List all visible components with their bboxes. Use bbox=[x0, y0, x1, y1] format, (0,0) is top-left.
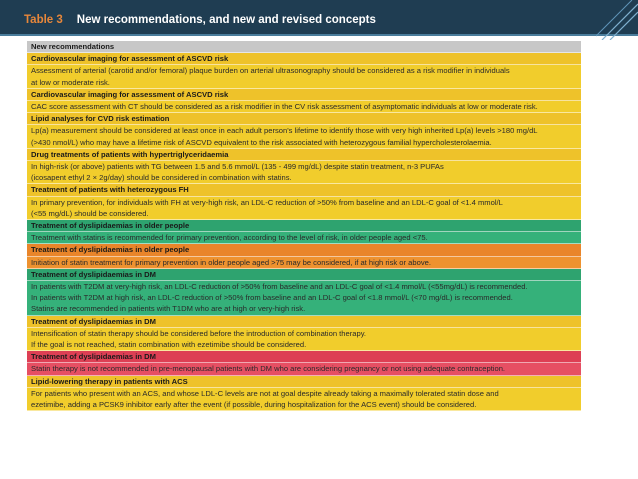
section-header-text: Treatment of dyslipidaemias in DM bbox=[31, 352, 156, 362]
table-row bbox=[27, 232, 581, 244]
row-text: Initiation of statin treatment for primary prevention in older people aged >75 may be considered, if at high risk or above. bbox=[31, 257, 431, 267]
table-section-header bbox=[27, 376, 581, 388]
section-header-text: Lipid-lowering therapy in patients with ACS bbox=[31, 376, 188, 386]
table-row bbox=[27, 101, 581, 113]
section-header-text: Treatment of dyslipidaemias in older people bbox=[31, 221, 190, 231]
row-text: Intensification of statin therapy should be considered before the introduction of combination therapy. bbox=[31, 328, 367, 338]
table-row bbox=[27, 125, 581, 148]
row-text: (>430 nmol/L) who may have a lifetime risk of ASCVD equivalent to the risk associated with heterozygous familial hypercholesterolaemia. bbox=[31, 137, 492, 147]
section-header-text: Treatment of dyslipidaemias in DM bbox=[31, 316, 156, 326]
row-text: Statin therapy is not recommended in pre-menopausal patients with DM who are considering pregnancy or not using adequate contraception. bbox=[31, 364, 506, 374]
section-header-text: Drug treatments of patients with hypertriglyceridaemia bbox=[31, 149, 229, 159]
section-header-text: Treatment of dyslipidaemias in DM bbox=[31, 269, 156, 279]
section-header-text: New recommendations bbox=[31, 42, 115, 51]
row-text: Assessment of arterial (carotid and/or femoral) plaque burden on arterial ultrasonography should be considered as a risk modifier in individuals bbox=[31, 66, 510, 76]
row-text: (<55 mg/dL) should be considered. bbox=[31, 208, 149, 218]
section-header-text: Treatment of dyslipidaemias in older people bbox=[31, 245, 190, 255]
row-text: at low or moderate risk. bbox=[31, 77, 110, 87]
table-row bbox=[27, 328, 581, 351]
table-section-header bbox=[27, 113, 581, 125]
table-row bbox=[27, 161, 581, 184]
table-section-header bbox=[27, 316, 581, 328]
row-text: CAC score assessment with CT should be considered as a risk modifier in the CV risk assessment of asymptomatic individuals at low or moderate risk. bbox=[31, 102, 538, 112]
header-accent-line bbox=[0, 34, 638, 36]
table-label: Table 3 bbox=[24, 14, 63, 26]
row-text: (icosapent ethyl 2 × 2g/day) should be considered in combination with statins. bbox=[31, 173, 292, 183]
table-section-header bbox=[27, 53, 581, 65]
table-row bbox=[27, 363, 581, 375]
row-text: In patients with T2DM at very-high risk, an LDL-C reduction of >50% from baseline and an LDL-C goal of <1.4 mmol/L (<55mg/dL) is recommended. bbox=[31, 282, 528, 292]
row-text: If the goal is not reached, statin combination with ezetimibe should be considered. bbox=[31, 340, 307, 350]
table-row bbox=[27, 65, 581, 88]
section-header-text: Cardiovascular imaging for assessment of ASCVD risk bbox=[31, 89, 229, 99]
recommendations-table bbox=[27, 41, 581, 411]
row-text: Treatment with statins is recommended for primary prevention, according to the level of risk, in older people aged <75. bbox=[31, 233, 428, 243]
row-text: Statins are recommended in patients with T1DM who are at high or very-high risk. bbox=[31, 304, 306, 314]
table-section-header bbox=[27, 149, 581, 161]
table-section-header bbox=[27, 184, 581, 196]
table-title: New recommendations, and new and revised concepts bbox=[76, 14, 376, 26]
table-row bbox=[27, 388, 581, 411]
table-row bbox=[27, 281, 581, 316]
row-text: In primary prevention, for individuals with FH at very-high risk, an LDL-C reduction of >50% from baseline and an LDL-C goal of <1.4 mmol/L bbox=[31, 197, 503, 207]
row-text: Lp(a) measurement should be considered at least once in each adult person's lifetime to identify those with very high inherited Lp(a) levels >180 mg/dL bbox=[31, 126, 538, 136]
row-text: For patients who present with an ACS, and whose LDL-C levels are not at goal despite already taking a maximally tolerated statin dose and bbox=[31, 388, 499, 398]
section-header-text: Cardiovascular imaging for assessment of ASCVD risk bbox=[31, 54, 229, 64]
table-row bbox=[27, 197, 581, 220]
decorative-lines-icon bbox=[596, 0, 638, 40]
table-caption bbox=[24, 9, 376, 31]
row-text: In high-risk (or above) patients with TG between 1.5 and 5.6 mmol/L (135 - 499 mg/dL) despite statin treatment, n-3 PUFAs bbox=[31, 162, 444, 172]
table-section-header bbox=[27, 269, 581, 281]
table-section-header bbox=[27, 351, 581, 363]
row-text: ezetimibe, adding a PCSK9 inhibitor early after the event (if possible, during hospitalization for the ACS event) should be considered. bbox=[31, 400, 477, 410]
table-row bbox=[27, 257, 581, 269]
row-text: In patients with T2DM at high risk, an LDL-C reduction of >50% from baseline and an LDL-C goal of <1.8 mmol/L (<70 mg/dL) is recommended. bbox=[31, 293, 513, 303]
table-section-header bbox=[27, 89, 581, 101]
section-header-text: Treatment of patients with heterozygous FH bbox=[31, 185, 189, 195]
table-section-header bbox=[27, 220, 581, 232]
section-header-text: Lipid analyses for CVD risk estimation bbox=[31, 114, 170, 124]
table-section-header bbox=[27, 244, 581, 256]
table-section-header bbox=[27, 41, 581, 53]
